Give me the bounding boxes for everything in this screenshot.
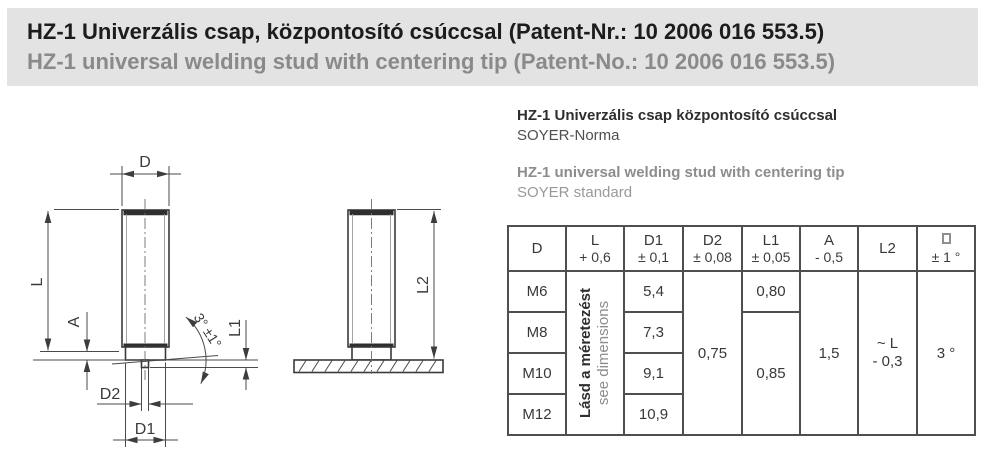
page-title-hungarian: HZ-1 Univerzális csap, központosító csúccsal (Patent-Nr.: 10 2006 016 553.5) <box>27 19 825 44</box>
col-header-a: A - 0,5 <box>800 226 858 271</box>
dim-label-l1: L1 <box>227 319 244 337</box>
col-header-d2: D2 ± 0,08 <box>683 226 742 271</box>
col-header-l: L + 0,6 <box>566 226 624 271</box>
dim-label-a: A <box>66 316 83 328</box>
col-header-l1: L1 ± 0,05 <box>742 226 800 271</box>
standard-name-hungarian: SOYER-Norma <box>517 127 620 144</box>
dim-label-l2: L2 <box>415 276 432 294</box>
l-note-hungarian: Lásd a méretezést <box>577 287 595 419</box>
dim-label-d2: D2 <box>99 386 121 403</box>
technical-drawing <box>0 95 500 456</box>
stud-flange <box>126 347 166 360</box>
l-dimension-note-cell <box>566 271 624 435</box>
col-header-squareness: ± 1 ° <box>917 226 975 271</box>
dim-label-l: L <box>29 277 46 287</box>
product-heading-english: HZ-1 universal welding stud with centering tip <box>517 164 845 181</box>
page-title-english: HZ-1 universal welding stud with centering tip (Patent-No.: 10 2006 016 553.5) <box>27 49 836 74</box>
a-value-cell: 1,5 <box>800 271 858 435</box>
angle-value-cell: 3 ° <box>917 271 975 435</box>
d1-value-cell: 5,4 <box>624 271 683 312</box>
thread-size-cell: M10 <box>508 353 566 394</box>
thread-size-cell: M12 <box>508 394 566 435</box>
product-info-block <box>517 106 845 203</box>
stud-side-view <box>29 154 258 447</box>
page-title-bar <box>7 8 978 86</box>
dim-label-d1: D1 <box>134 421 156 438</box>
squareness-icon <box>942 233 951 244</box>
d1-value-cell: 10,9 <box>624 394 683 435</box>
table-header-row <box>508 226 975 271</box>
standard-name-english: SOYER standard <box>517 184 633 201</box>
d2-value-cell: 0,75 <box>683 271 742 435</box>
angle-label: 3° ±1° <box>190 310 225 351</box>
dimension-l2 <box>397 210 441 359</box>
l-note-english: see dimensions <box>595 300 613 406</box>
spacer <box>517 146 845 163</box>
base-plate <box>294 360 443 373</box>
thread-size-cell: M8 <box>508 312 566 353</box>
dimension-l <box>29 210 119 352</box>
col-header-l2: L2 <box>858 226 917 271</box>
l1-value-cell-m6: 0,80 <box>742 271 800 312</box>
dimension-d1 <box>113 363 178 448</box>
col-header-d1: D1 ± 0,1 <box>624 226 683 271</box>
stud-body <box>122 210 169 347</box>
dimension-table <box>507 225 976 436</box>
l2-value-cell: ~ L - 0,3 <box>858 271 917 435</box>
dimension-d <box>110 154 181 206</box>
product-heading-hungarian: HZ-1 Univerzális csap központosító csúccsal <box>517 107 838 124</box>
d1-value-cell: 7,3 <box>624 312 683 353</box>
table-row <box>508 271 975 312</box>
l1-value-cell-m8-m12: 0,85 <box>742 312 800 435</box>
thread-size-cell: M6 <box>508 271 566 312</box>
dim-label-d: D <box>139 154 151 171</box>
d1-value-cell: 9,1 <box>624 353 683 394</box>
col-header-d: D <box>508 226 566 271</box>
stud-welded-view <box>294 199 443 374</box>
